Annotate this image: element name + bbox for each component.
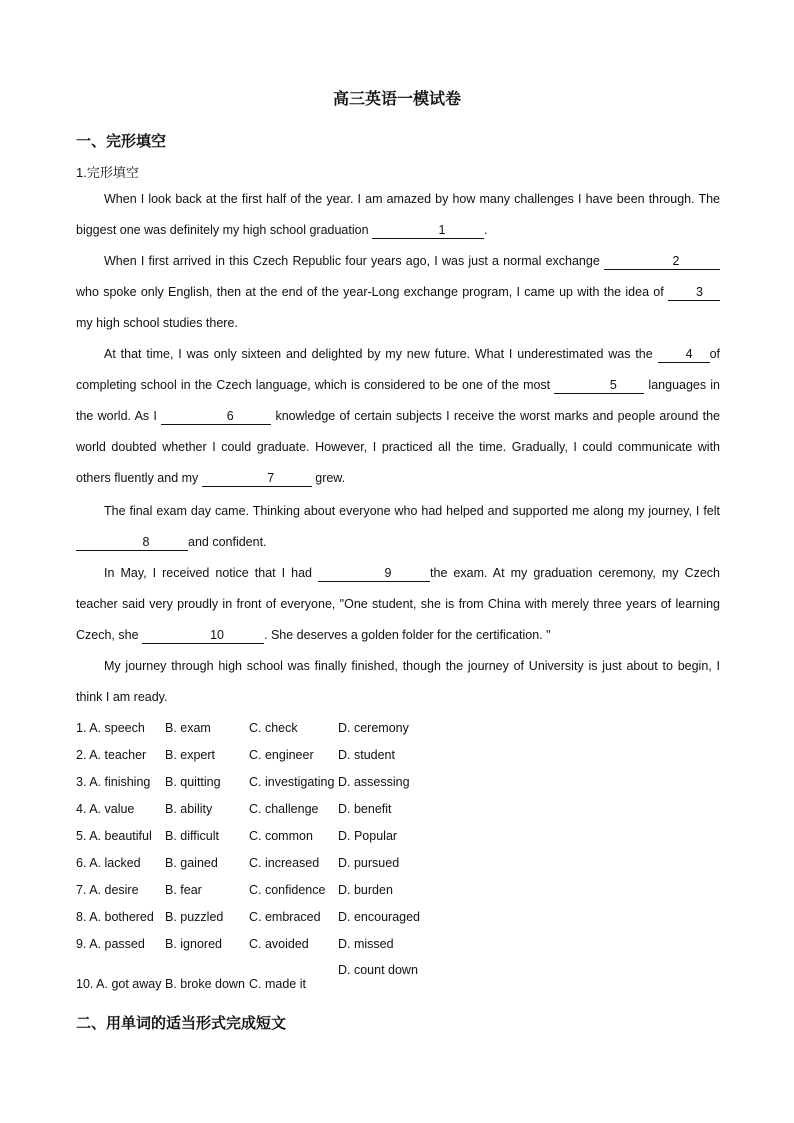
option-d: D. missed — [338, 937, 394, 951]
paragraph-2 — [76, 246, 720, 339]
paragraph-1 — [76, 184, 720, 246]
option-row — [76, 906, 476, 933]
paragraph-3 — [76, 339, 720, 494]
paragraph-4 — [76, 496, 720, 558]
option-d: D. ceremony — [338, 721, 409, 735]
paragraph-text: who spoke only English, then at the end of the year-Long exchange program, I came up with the idea of — [76, 285, 668, 299]
option-c: C. embraced — [249, 910, 321, 924]
option-b: B. expert — [165, 748, 216, 762]
paragraph-text: the exam. At my graduation ceremony, my Czech teacher said very proudly in front of everyone, "One student, she is from China with merely three years of learning Czech, she — [76, 566, 720, 642]
option-c: C. challenge — [249, 802, 319, 816]
option-a: 8. A. bothered — [76, 910, 154, 924]
option-a: 1. A. speech — [76, 721, 145, 735]
option-b: B. ability — [165, 802, 213, 816]
page-title: 高三英语一模试卷 — [332, 91, 461, 108]
option-row — [76, 852, 476, 879]
option-row — [76, 798, 476, 825]
option-a: 5. A. beautiful — [76, 829, 152, 843]
option-d: D. count down — [338, 963, 418, 977]
blank-3: 3 — [668, 285, 720, 301]
paragraph-text: languages in the world. As I — [76, 378, 720, 423]
option-row — [76, 825, 476, 852]
option-c: C. engineer — [249, 748, 314, 762]
option-a: 4. A. value — [76, 802, 135, 816]
option-d: D. student — [338, 748, 395, 762]
option-row — [76, 717, 476, 744]
paragraph-text: At that time, I was only sixteen and delighted by my new future. What I underestimated was the — [104, 347, 658, 361]
paragraph-text: knowledge of certain subjects I receive the worst marks and people around the world doubted whether I could graduate. However, I practiced all the time. Gradually, I could communicate with others fluently and my — [76, 409, 720, 485]
paragraph-5 — [76, 558, 720, 651]
option-d: D. burden — [338, 883, 393, 897]
option-row — [76, 879, 476, 906]
option-c: C. common — [249, 829, 313, 843]
option-d: D. encouraged — [338, 910, 421, 924]
section-heading-cloze: 一、完形填空 — [76, 133, 167, 150]
option-c: C. check — [249, 721, 298, 735]
option-b: B. fear — [165, 883, 202, 897]
option-c: C. investigating — [249, 775, 335, 789]
option-row — [76, 744, 476, 771]
option-a: 10. A. got away — [76, 977, 162, 991]
blank-2: 2 — [604, 254, 720, 270]
option-c: C. avoided — [249, 937, 309, 951]
paragraph-text: my high school studies there. — [76, 316, 238, 330]
option-a: 2. A. teacher — [76, 748, 147, 762]
option-row — [76, 933, 476, 960]
paragraph-text: grew. — [311, 471, 346, 485]
paragraph-text: of completing school in the Czech language, which is considered to be one of the most — [76, 347, 720, 392]
paragraph-text: In May, I received notice that I had — [104, 566, 319, 580]
paragraph-text: . — [484, 223, 488, 237]
paragraph-text: . She deserves a golden folder for the certification. " — [264, 628, 551, 642]
blank-10: 10 — [142, 628, 264, 644]
paragraph-text: The final exam day came. Thinking about everyone who had helped and supported me along my journey, I felt — [104, 504, 720, 518]
paragraph-6: My journey through high school was finally finished, though the journey of University is just about to begin, I think I am ready. — [76, 659, 720, 704]
question-subtitle: 1.完形填空 — [76, 165, 139, 180]
blank-8: 8 — [76, 535, 188, 551]
option-c: C. made it — [249, 977, 306, 991]
option-a: 6. A. lacked — [76, 856, 141, 870]
option-b: B. exam — [165, 721, 211, 735]
paragraph-text: When I first arrived in this Czech Republic four years ago, I was just a normal exchange — [104, 254, 604, 268]
option-d: D. benefit — [338, 802, 392, 816]
option-b: B. difficult — [165, 829, 219, 843]
option-a: 7. A. desire — [76, 883, 139, 897]
option-c: C. increased — [249, 856, 320, 870]
option-row — [76, 771, 476, 798]
option-a: 9. A. passed — [76, 937, 145, 951]
option-b: B. quitting — [165, 775, 221, 789]
blank-6: 6 — [161, 409, 271, 425]
blank-7: 7 — [202, 471, 312, 487]
blank-4: 4 — [658, 347, 710, 363]
option-b: B. ignored — [165, 937, 222, 951]
blank-1: 1 — [372, 223, 484, 239]
option-d: D. assessing — [338, 775, 410, 789]
blank-5: 5 — [554, 378, 644, 394]
option-a: 3. A. finishing — [76, 775, 151, 789]
option-b: B. gained — [165, 856, 218, 870]
option-d: D. Popular — [338, 829, 398, 843]
blank-9: 9 — [318, 566, 430, 582]
paragraph-text: and confident. — [188, 535, 267, 549]
option-b: B. broke down — [165, 977, 245, 991]
option-row — [76, 960, 476, 1000]
option-b: B. puzzled — [165, 910, 224, 924]
options-list — [76, 717, 476, 1000]
option-c: C. confidence — [249, 883, 326, 897]
section-heading-word-forms: 二、用单词的适当形式完成短文 — [76, 1015, 287, 1032]
option-d: D. pursued — [338, 856, 400, 870]
paragraph-text: When I look back at the first half of the year. I am amazed by how many challenges I have been through. The biggest one was definitely my high school graduation — [76, 192, 720, 237]
